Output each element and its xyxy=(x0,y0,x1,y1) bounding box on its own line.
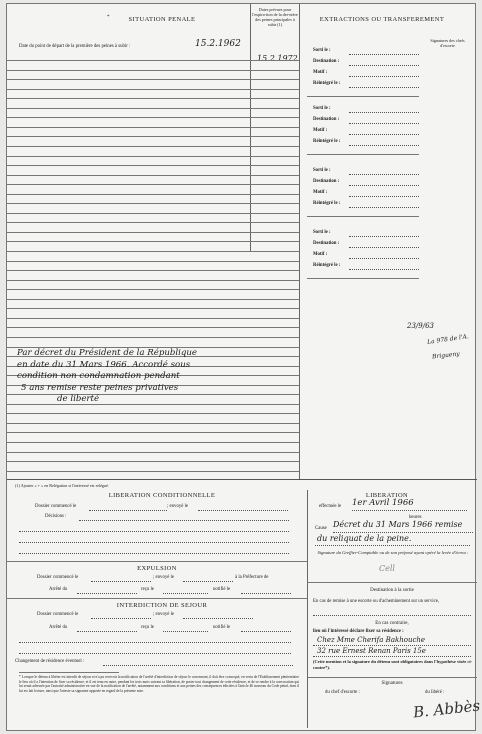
extraction-field-line xyxy=(349,185,419,186)
extraction-field-line xyxy=(349,236,419,237)
ruled-line xyxy=(7,165,299,166)
escort-note: En cas de remise à une escorte ou d'acheminement sur un service, xyxy=(313,599,440,604)
effectuee-value: 1er Avril 1966 xyxy=(352,498,414,508)
note-line: Par décret du Président de la République xyxy=(17,348,197,358)
extraction-separator xyxy=(307,216,419,217)
extraction-separator xyxy=(307,96,419,97)
heures-label: heures xyxy=(409,515,422,520)
note-line: de liberté xyxy=(57,394,100,404)
note-line: condition non condamnation pendant xyxy=(17,371,180,381)
greffier-signature-note: Signature du Greffier-Comptable ou de son préposé ayant opéré la levée d'écrou : xyxy=(317,550,469,555)
note-line: en date du 31 Mars 1966. Accordé sous xyxy=(17,359,191,370)
extraction-field-line xyxy=(349,196,419,197)
ruled-line xyxy=(7,471,299,472)
ruled-line xyxy=(7,442,299,443)
greffier-signature: Cell xyxy=(379,564,395,573)
situation-title: SITUATION PENALE xyxy=(128,16,196,23)
contrary-note: lieu où l'intéressé déclare fixer sa résidence : xyxy=(313,629,404,634)
ruled-line xyxy=(7,175,299,176)
ruled-line xyxy=(7,89,299,90)
note-line: 5 ans remise reste peines privatives xyxy=(21,382,179,393)
ruled-line xyxy=(7,308,299,309)
ruled-line xyxy=(7,337,299,338)
escort-signatures-header: Signatures des chefs d'escorte xyxy=(430,38,465,48)
ruled-line xyxy=(7,156,299,157)
ruled-line xyxy=(7,432,299,433)
ruled-line xyxy=(7,146,299,147)
exp-recu-label: reçu le xyxy=(141,587,154,592)
ruled-line xyxy=(7,194,299,195)
cause-value-continued: du reliquat de la peine. xyxy=(317,534,412,543)
expiry-date-value: 15.2.1972 xyxy=(257,54,298,63)
extraction-reintegre-label: Réintégré le : xyxy=(313,201,341,206)
isj-envoye-label: ; envoyé le xyxy=(153,612,175,617)
extraction-separator xyxy=(307,154,419,155)
extraction-field-line xyxy=(349,258,419,259)
cause-label: Cause xyxy=(315,526,327,531)
ruled-line xyxy=(7,299,299,300)
extraction-field-line xyxy=(349,134,419,135)
residence-value-address: 32 rue Ernest Renan Paris 15e xyxy=(317,647,426,655)
ruled-line xyxy=(7,213,299,214)
extraction-destination-label: Destination : xyxy=(313,241,340,246)
margin-note: La 978 de l'A. xyxy=(426,333,470,346)
exp-dossier-label: Dossier commencé le xyxy=(37,575,79,580)
ruled-line xyxy=(7,136,299,137)
interdiction-title: INTERDICTION DE SEJOUR xyxy=(116,602,208,609)
effectuee-label: effectuée le xyxy=(319,504,342,509)
extraction-destination-label: Destination : xyxy=(313,117,340,122)
date-column-header: Dates prévues pour l'expira-tion de la der-nière des peines principales à subir (1) xyxy=(252,7,298,27)
residence-value: Chez Mme Cherifa Bakhouche xyxy=(317,636,426,644)
extraction-field-line xyxy=(349,269,419,270)
isj-dossier-label: Dossier commencé le xyxy=(37,612,79,617)
extraction-field-line xyxy=(349,112,419,113)
chef-escorte-label: du chef d'escorte : xyxy=(325,690,360,695)
exp-envoye-label: ; envoyé le xyxy=(153,575,175,580)
ruled-line xyxy=(7,318,299,319)
ruled-line xyxy=(7,289,299,290)
ruled-line xyxy=(7,203,299,204)
mention-note: (Cette mention et la signature du détenu sont obligatoires dans l'hypothèse visée ci-contre*). xyxy=(313,659,473,670)
isj-recu-label: reçu le xyxy=(141,625,154,630)
ruled-line xyxy=(7,251,299,252)
extraction-field-line xyxy=(349,174,419,175)
ruled-line xyxy=(7,241,299,242)
extraction-field-line xyxy=(349,247,419,248)
residence-change-label: Changement de résidence éventuel : xyxy=(15,659,85,664)
start-date-label: Date du point de départ de la première des peines à subir : xyxy=(19,44,131,49)
extraction-field-line xyxy=(349,207,419,208)
ruled-line xyxy=(7,280,299,281)
ruled-line xyxy=(7,60,299,61)
ruled-line xyxy=(7,117,299,118)
extraction-reintegre-label: Réintégré le : xyxy=(313,81,341,86)
extraction-field-line xyxy=(349,54,419,55)
cause-value: Décret du 31 Mars 1966 remise xyxy=(333,520,463,529)
isj-arrete-label: Arrêté du xyxy=(49,625,68,630)
interdiction-notice: * Lorsque le détenu à libérer est interdit de séjour et n'a pu recevoir la notification de l'arrêté d'interdiction de séjour le concernant, il doit être convoqué, en vertu de l'Etablissement pénitentiaire le lieu où il a l'intention de fixer sa résidence, et il est tenu en outre, pendant les trois mois suivant sa libération, de porter tout changement de cette résidence, et de se rendre à la convocation qui lui serait adressée par l'autorité administrative en vue de la notification de l'arrêté, notamment aux conditions et aux peines des conséquences édictées à l'article 46 nouveau du Code pénal, dont il lui est fait lecture, ainsi que l'atteste sa signature apposée en regard de la présente note. xyxy=(19,675,299,693)
margin-date: 23/9/63 xyxy=(407,322,434,330)
lc-decisions-label: Décisions : xyxy=(45,514,67,519)
liberation-conditionnelle-title: LIBERATION CONDITIONNELLE xyxy=(108,492,216,499)
extraction-motif-label: Motif : xyxy=(313,128,328,133)
ruled-line xyxy=(7,222,299,223)
ruled-line xyxy=(7,452,299,453)
extraction-field-line xyxy=(349,87,419,88)
ruled-line xyxy=(7,413,299,414)
extraction-field-line xyxy=(349,145,419,146)
footnote: (1) Ajouter « + » en Relégation si l'intéressé est relégué. xyxy=(15,483,109,488)
extraction-sorti-label: Sorti le : xyxy=(313,48,331,53)
ruled-line xyxy=(7,261,299,262)
extraction-reintegre-label: Réintégré le : xyxy=(313,139,341,144)
extraction-sorti-label: Sorti le : xyxy=(313,230,331,235)
ruled-line xyxy=(7,108,299,109)
destination-title: Destination à la sortie xyxy=(370,588,414,593)
ruled-line xyxy=(7,70,299,71)
libere-label: du libéré : xyxy=(425,690,445,695)
penal-record-page xyxy=(6,3,481,731)
handwritten-pardon-note xyxy=(17,348,197,406)
lc-dossier-label: Dossier commencé le xyxy=(35,504,77,509)
extraction-motif-label: Motif : xyxy=(313,70,328,75)
lc-envoye-label: ; envoyé le xyxy=(167,504,189,509)
ruled-line xyxy=(7,79,299,80)
ruled-line xyxy=(7,184,299,185)
extraction-motif-label: Motif : xyxy=(313,190,328,195)
ruled-line xyxy=(7,232,299,233)
exp-prefecture-label: à la Préfecture de xyxy=(235,575,269,580)
extraction-destination-label: Destination : xyxy=(313,59,340,64)
extraction-sorti-label: Sorti le : xyxy=(313,168,331,173)
expulsion-title: EXPULSION xyxy=(137,565,177,572)
extraction-motif-label: Motif : xyxy=(313,252,328,257)
isj-notifie-label: notifié le xyxy=(213,625,231,630)
extraction-separator xyxy=(307,278,419,279)
extraction-field-line xyxy=(349,65,419,66)
situation-marker: * xyxy=(107,15,110,20)
ruled-line xyxy=(7,423,299,424)
contrary-title: En cas contraire, xyxy=(375,621,409,626)
ruled-line xyxy=(7,327,299,328)
signatures-title: Signatures xyxy=(381,681,403,686)
extraction-reintegre-label: Réintégré le : xyxy=(313,263,341,268)
margin-signature: Brigueny xyxy=(431,350,461,361)
start-date-value: 15.2.1962 xyxy=(195,39,241,49)
liberation-title: LIBERATION xyxy=(365,492,409,499)
ruled-line xyxy=(7,98,299,99)
extraction-field-line xyxy=(349,123,419,124)
ruled-line xyxy=(7,270,299,271)
exp-notifie-label: notifié le xyxy=(213,587,231,592)
extraction-sorti-label: Sorti le : xyxy=(313,106,331,111)
extraction-field-line xyxy=(349,76,419,77)
ruled-line xyxy=(7,127,299,128)
libere-signature: B. Abbès xyxy=(412,696,481,722)
exp-arrete-label: Arrêté du xyxy=(49,587,68,592)
extractions-title: EXTRACTIONS OU TRANSFEREMENT xyxy=(319,16,445,23)
extraction-destination-label: Destination : xyxy=(313,179,340,184)
ruled-line xyxy=(7,461,299,462)
